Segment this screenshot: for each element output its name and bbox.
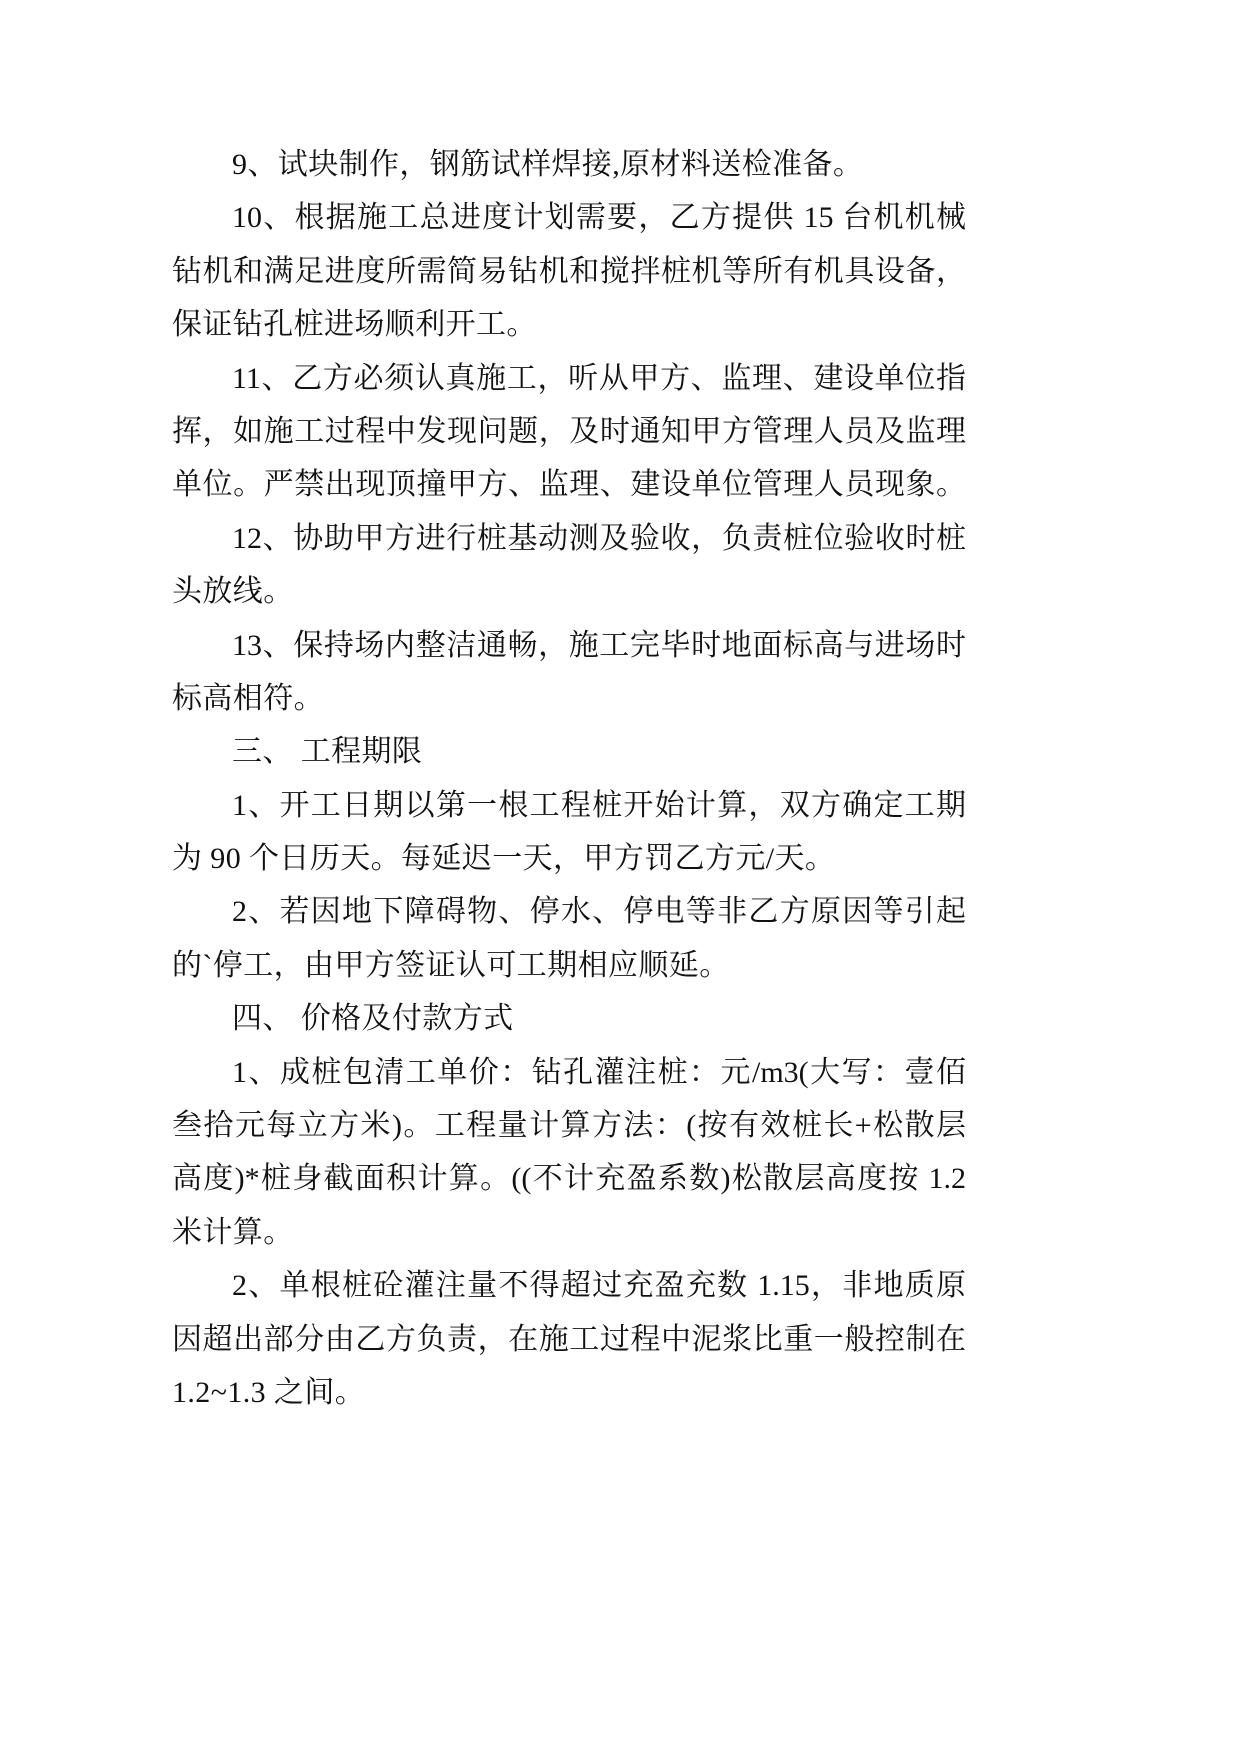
paragraph bbox=[172, 885, 966, 992]
section-heading bbox=[172, 992, 966, 1045]
text-line: 1、开工日期以第一根工程桩开始计算，双方确定工期 bbox=[232, 788, 966, 822]
text-line: 12、协助甲方进行桩基动测及验收，负责桩位验收时桩 bbox=[232, 521, 966, 555]
text-line: 米计算。 bbox=[172, 1215, 294, 1249]
text-line: 单位。严禁出现顶撞甲方、监理、建设单位管理人员现象。 bbox=[172, 468, 966, 502]
paragraph bbox=[172, 512, 966, 619]
text-line: 头放线。 bbox=[172, 575, 294, 609]
text-line: 2、单根桩砼灌注量不得超过充盈充数 1.15，非地质原 bbox=[232, 1269, 966, 1303]
paragraph bbox=[172, 191, 966, 351]
text-line: 11、乙方必须认真施工，听从甲方、监理、建设单位指 bbox=[232, 361, 966, 395]
text-line: 挥，如施工过程中发现问题，及时通知甲方管理人员及监理 bbox=[172, 414, 966, 448]
section-heading-text: 三、 工程期限 bbox=[232, 735, 423, 769]
text-line: 13、保持场内整洁通畅，施工完毕时地面标高与进场时 bbox=[232, 628, 966, 662]
text-line: 为 90 个日历天。每延迟一天，甲方罚乙方元/天。 bbox=[172, 842, 836, 876]
text-line: 2、若因地下障碍物、停水、停电等非乙方原因等引起 bbox=[232, 895, 966, 929]
paragraph bbox=[172, 1259, 966, 1419]
text-line: 叁拾元每立方米)。工程量计算方法：(按有效桩长+松散层 bbox=[172, 1109, 966, 1143]
text-line: 钻机和满足进度所需简易钻机和搅拌桩机等所有机具设备， bbox=[172, 254, 966, 288]
text-line: 9、试块制作，钢筋试样焊接,原材料送检准备。 bbox=[232, 148, 864, 181]
text-line: 1.2~1.3 之间。 bbox=[172, 1375, 366, 1409]
section-heading bbox=[172, 725, 966, 778]
text-line: 标高相符。 bbox=[172, 681, 324, 715]
text-line: 高度)*桩身截面积计算。((不计充盈系数)松散层高度按 1.2 bbox=[172, 1162, 966, 1196]
document-body bbox=[172, 138, 966, 1419]
text-line: 保证钻孔桩进场顺利开工。 bbox=[172, 308, 537, 342]
section-heading-text: 四、 价格及付款方式 bbox=[232, 1002, 514, 1036]
text-line: 因超出部分由乙方负责，在施工过程中泥浆比重一般控制在 bbox=[172, 1322, 966, 1356]
text-line: 的`停工，由甲方签证认可工期相应顺延。 bbox=[172, 948, 730, 982]
text-line: 10、根据施工总进度计划需要，乙方提供 15 台机机械 bbox=[232, 201, 966, 235]
paragraph bbox=[172, 619, 966, 726]
paragraph bbox=[172, 779, 966, 886]
paragraph bbox=[172, 352, 966, 512]
paragraph bbox=[172, 1046, 966, 1260]
text-line: 1、成桩包清工单价：钻孔灌注桩：元/m3(大写：壹佰 bbox=[232, 1055, 966, 1089]
paragraph bbox=[172, 138, 966, 191]
